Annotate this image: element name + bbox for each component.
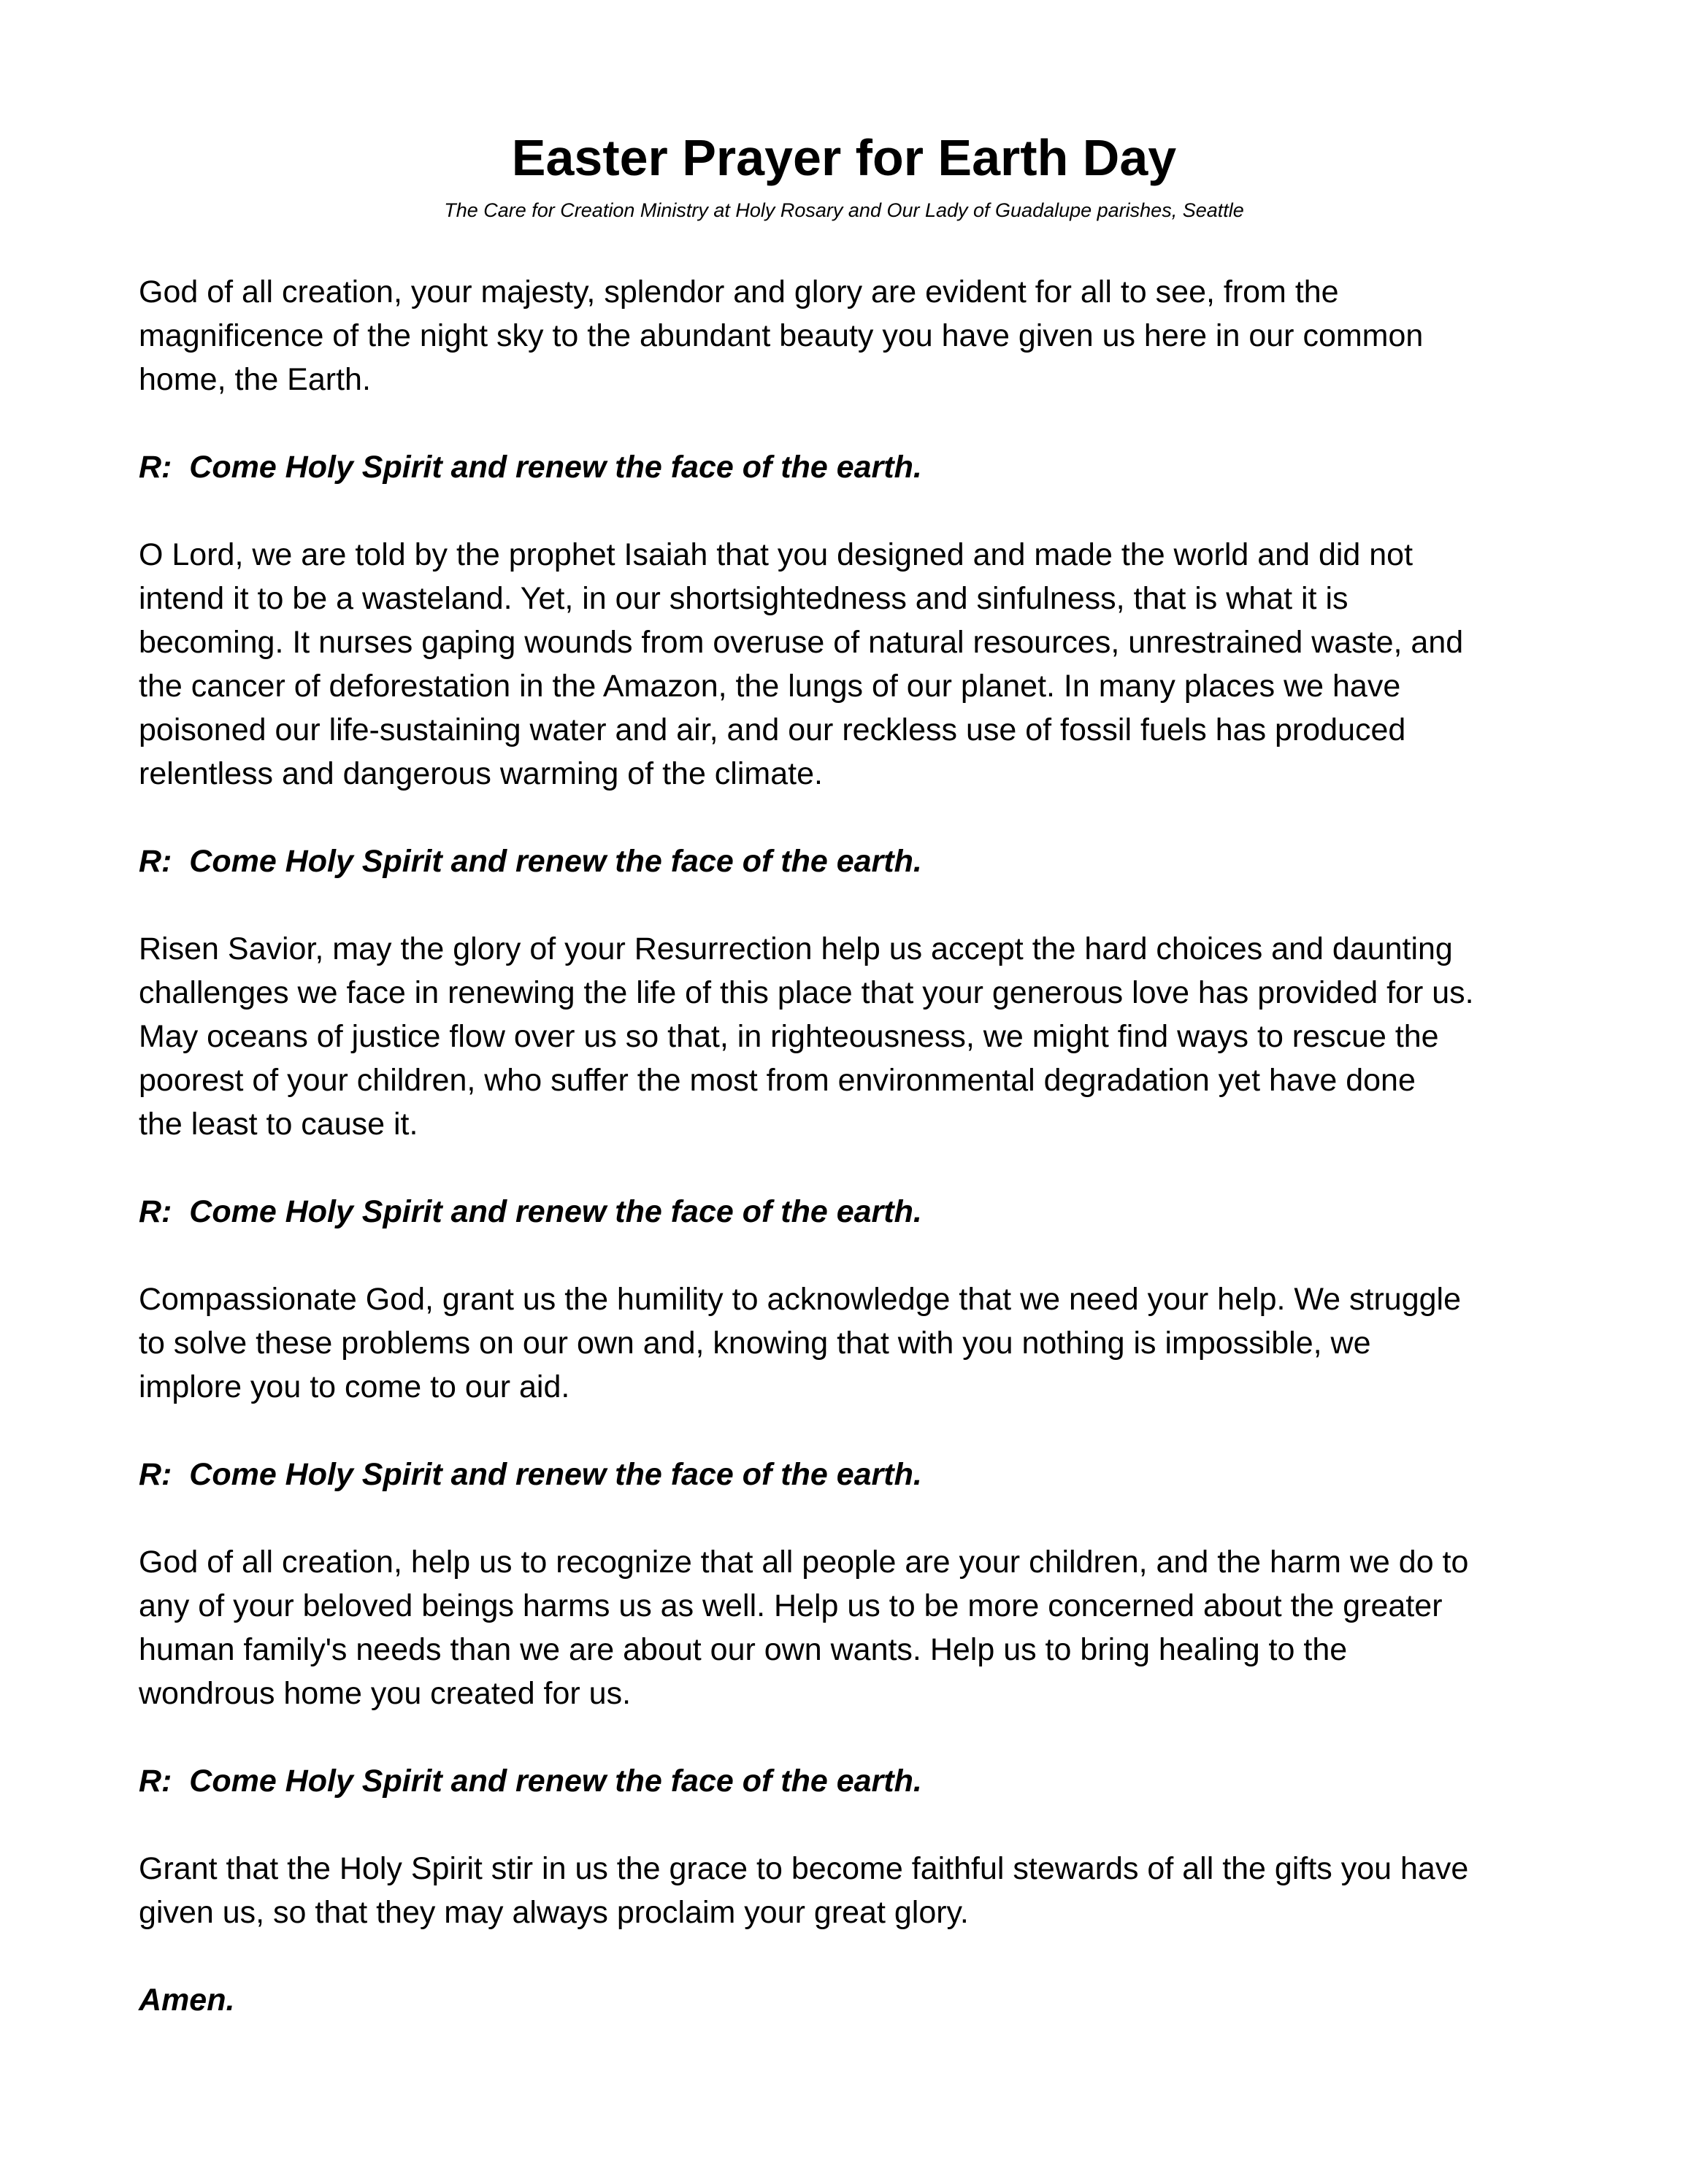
prayer-paragraph-5: God of all creation, help us to recognize that all people are your children, and the harm we do to any of your beloved beings harms us as well. Help us to be more concerned about the greater human family's needs than we are about our own wants. Help us to bring healing to the wondrous home you created for us. [139,1545,1469,1711]
prayer-paragraph-6: Grant that the Holy Spirit stir in us the grace to become faithful stewards of all the gifts you have given us, so that they may always proclaim your great glory. [139,1851,1469,1930]
response-line-2: R: Come Holy Spirit and renew the face of the earth. [139,844,922,879]
closing-amen: Amen. [139,1983,235,2018]
response-line-5: R: Come Holy Spirit and renew the face of the earth. [139,1764,922,1799]
prayer-paragraph-2: O Lord, we are told by the prophet Isaiah that you designed and made the world and did not intend it to be a wasteland. Yet, in our shortsightedness and sinfulness, that is what it is becoming. It nurses gaping wounds from overuse of natural resources, unrestrained waste, and the cancer of deforestation in the Amazon, the lungs of our planet. In many places we have poisoned our life-sustaining water and air, and our reckless use of fossil fuels has produced relentless and dangerous warming of the climate. [139,537,1464,791]
prayer-paragraph-3: Risen Savior, may the glory of your Resurrection help us accept the hard choices and daunting challenges we face in renewing the life of this place that your generous love has provided for us. May oceans of justice flow over us so that, in righteousness, we might find ways to rescue the poorest of your children, who suffer the most from environmental degradation yet have done the least to cause it. [139,931,1474,1142]
page-title: Easter Prayer for Earth Day [511,129,1177,186]
response-line-1: R: Come Holy Spirit and renew the face of the earth. [139,450,922,485]
prayer-body [139,270,1562,2022]
response-line-3: R: Come Holy Spirit and renew the face of the earth. [139,1194,922,1229]
page-subtitle: The Care for Creation Ministry at Holy Rosary and Our Lady of Guadalupe parishes, Seattle [444,199,1244,221]
prayer-paragraph-4: Compassionate God, grant us the humility to acknowledge that we need your help. We struggle to solve these problems on our own and, knowing that with you nothing is impossible, we implore you to come to our aid. [139,1282,1462,1404]
prayer-paragraph-1: God of all creation, your majesty, splendor and glory are evident for all to see, from the magnificence of the night sky to the abundant beauty you have given us here in our common home, the Earth. [139,274,1424,397]
response-line-4: R: Come Holy Spirit and renew the face of the earth. [139,1457,922,1492]
